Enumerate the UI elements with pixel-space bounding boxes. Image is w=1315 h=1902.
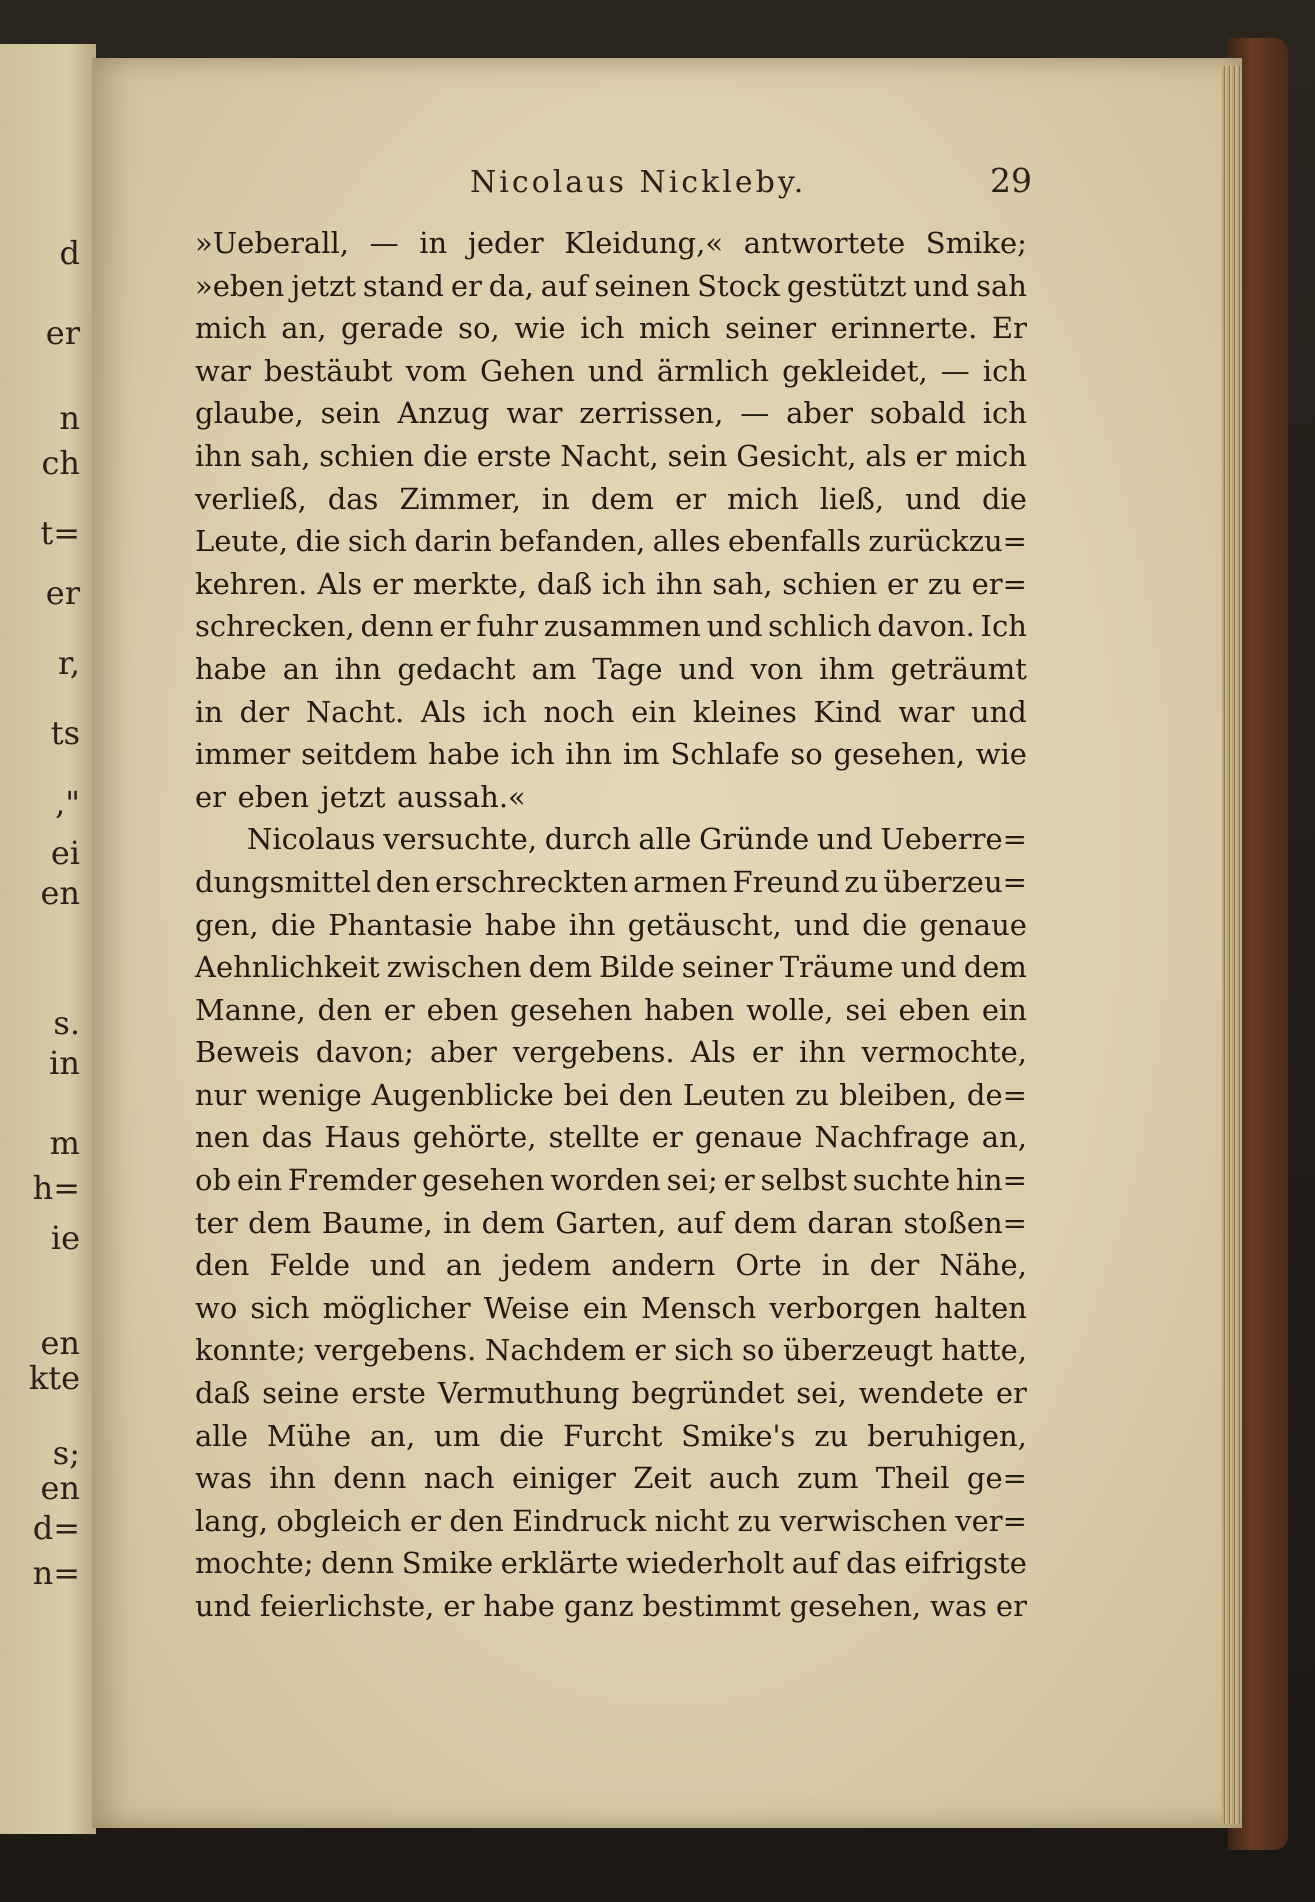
left-page-fragment: ," (55, 784, 80, 822)
left-page-fragment: n= (32, 1554, 80, 1592)
text-line: ter dem Baume, in dem Garten, auf dem daran stoßen= (195, 1205, 1027, 1240)
text-line: konnte; vergebens. Nachdem er sich so überzeugt hatte, (195, 1333, 1027, 1368)
running-head (0, 161, 1315, 205)
text-line: daß seine erste Vermuthung begründet sei, wendete er (195, 1376, 1027, 1411)
text-line: nur wenige Augenblicke bei den Leuten zu bleiben, de= (195, 1077, 1027, 1112)
text-line: Nicolaus versuchte, durch alle Gründe und Ueberre= (247, 822, 1027, 857)
left-page-fragment: d= (32, 1509, 80, 1547)
text-line: war bestäubt vom Gehen und ärmlich gekleidet, — ich (195, 353, 1027, 388)
text-line: ihn sah, schien die erste Nacht, sein Gesicht, als er mich (195, 438, 1027, 473)
left-page-fragment: s; (52, 1434, 80, 1472)
text-line: was ihn denn nach einiger Zeit auch zum Theil ge= (195, 1461, 1027, 1496)
text-line: wo sich möglicher Weise ein Mensch verborgen halten (195, 1290, 1027, 1325)
text-line: Aehnlichkeit zwischen dem Bilde seiner Träume und dem (195, 950, 1027, 985)
text-line: mochte; denn Smike erklärte wiederholt auf das eifrigste (195, 1546, 1027, 1581)
left-page-fragment: n (59, 399, 80, 437)
left-page-fragment: d (59, 234, 80, 272)
text-line: verließ, das Zimmer, in dem er mich ließ, und die (195, 481, 1027, 516)
left-page-fragment: h= (32, 1169, 80, 1207)
text-line: lang, obgleich er den Eindruck nicht zu verwischen ver= (195, 1503, 1027, 1538)
text-line: Manne, den er eben gesehen haben wolle, sei eben ein (195, 992, 1027, 1027)
left-page-fragment: er (45, 574, 80, 612)
left-page-fragment: ts (50, 714, 80, 752)
left-page-fragment: ch (41, 444, 80, 482)
text-line: nen das Haus gehörte, stellte er genaue Nachfrage an, (195, 1120, 1027, 1155)
running-head-title: Nicolaus Nickleby. (470, 165, 807, 200)
text-line: kehren. Als er merkte, daß ich ihn sah, schien er zu er= (195, 566, 1027, 601)
left-page-fragment: en (40, 874, 80, 912)
text-line: mich an, gerade so, wie ich mich seiner erinnerte. Er (195, 311, 1027, 346)
left-page-fragment: kte (28, 1359, 80, 1397)
text-line: dungsmittel den erschreckten armen Freund zu überzeu= (195, 864, 1027, 899)
page-stack-edges (1222, 66, 1240, 1824)
left-page-fragment: m (49, 1124, 80, 1162)
text-line: alle Mühe an, um die Furcht Smike's zu beruhigen, (195, 1418, 1027, 1453)
left-page-margin (0, 44, 96, 1834)
text-line: schrecken, denn er fuhr zusammen und schlich davon. Ich (195, 609, 1027, 644)
text-line: und feierlichste, er habe ganz bestimmt gesehen, was er (195, 1589, 1027, 1623)
text-line: ob ein Fremder gesehen worden sei; er selbst suchte hin= (195, 1163, 1027, 1198)
left-page-fragment: er (45, 314, 80, 352)
text-line: den Felde und an jedem andern Orte in der Nähe, (195, 1248, 1027, 1283)
text-line: glaube, sein Anzug war zerrissen, — aber sobald ich (195, 396, 1027, 431)
body-text (195, 222, 1027, 1628)
left-page-fragment: ei (50, 834, 80, 872)
page-number: 29 (990, 161, 1032, 200)
left-page-fragment: en (40, 1324, 80, 1362)
text-line: »Ueberall, — in jeder Kleidung,« antwortete Smike; (195, 226, 1027, 260)
text-line: immer seitdem habe ich ihn im Schlafe so gesehen, wie (195, 737, 1027, 772)
text-line: gen, die Phantasie habe ihn getäuscht, und die genaue (195, 907, 1027, 942)
text-line: habe an ihn gedacht am Tage und von ihm geträumt (195, 651, 1027, 686)
left-page-fragment: s. (53, 1004, 80, 1042)
left-page-fragment: t= (40, 514, 80, 552)
text-line: »eben jetzt stand er da, auf seinen Stock gestützt und sah (195, 268, 1027, 303)
text-line: er eben jetzt aussah.« (195, 779, 526, 814)
text-line: Beweis davon; aber vergebens. Als er ihn vermochte, (195, 1035, 1027, 1070)
left-page-fragment: r, (58, 644, 80, 682)
text-line: Leute, die sich darin befanden, alles ebenfalls zurückzu= (195, 524, 1027, 559)
text-line: in der Nacht. Als ich noch ein kleines Kind war und (195, 694, 1027, 729)
left-page-fragment: en (40, 1469, 80, 1507)
left-page-fragment: in (49, 1044, 80, 1082)
left-page-fragment: ie (50, 1219, 80, 1257)
